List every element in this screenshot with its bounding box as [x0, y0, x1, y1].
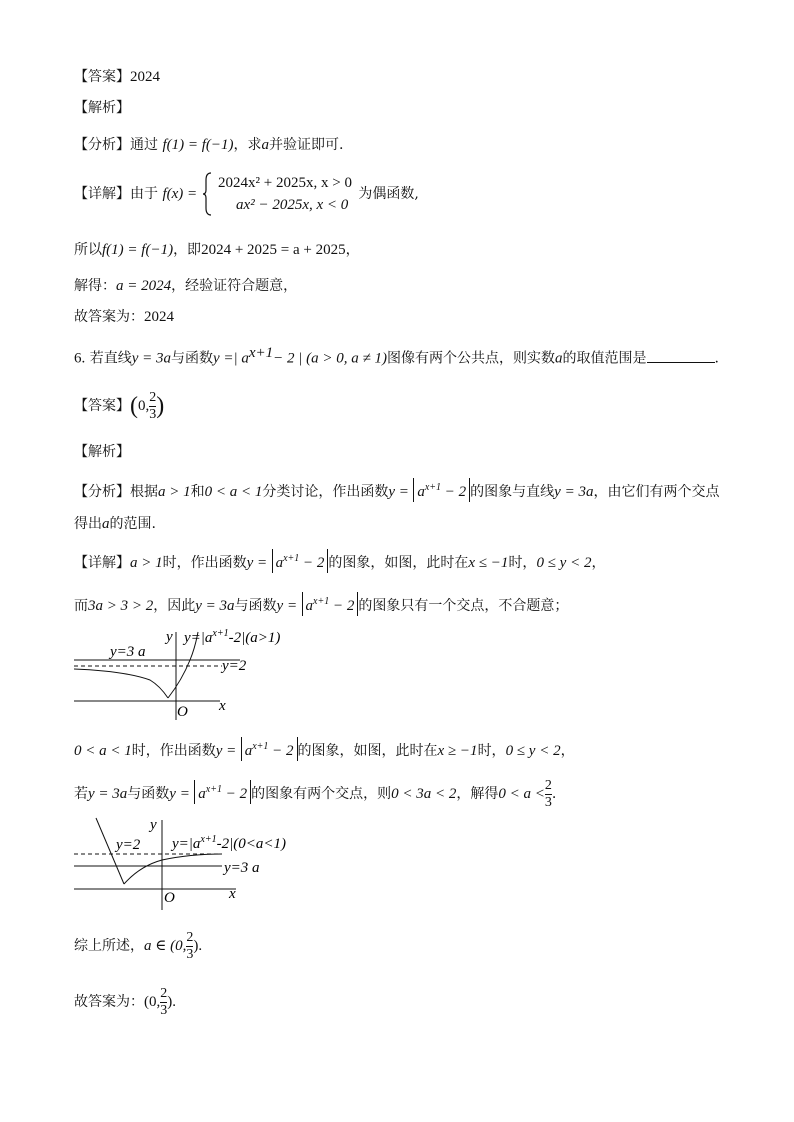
abs-rest: − 2 [272, 743, 294, 759]
piecewise-brace [202, 172, 212, 216]
detail-line-1 [74, 549, 605, 573]
answer-value: 2024 [130, 69, 160, 85]
fin-den: 3 [160, 1002, 168, 1018]
xiangjie-post: 为偶函数, [358, 186, 419, 202]
abs-exp: x+1 [424, 482, 442, 493]
final-line-2 [74, 984, 176, 1020]
d2-a: 而 [74, 598, 88, 614]
d3-a: 时，作出函数 [131, 743, 216, 759]
curve-right [124, 854, 222, 884]
origin-label: O [164, 890, 175, 906]
so-post: ， [345, 242, 360, 258]
fin-num: 2 [160, 985, 168, 1001]
d1-tag: 【详解】 [74, 555, 130, 571]
analysis-tag-2: 【解析】 [74, 444, 130, 460]
d4-fraction [545, 778, 552, 811]
q6-post: 图像有两个公共点，则实数 [387, 350, 556, 367]
d3-abs [241, 737, 298, 761]
fenxi2-tag: 【分析】 [74, 484, 130, 500]
fenxi-line-1 [74, 135, 343, 155]
answer-line-2 [74, 386, 164, 426]
d3-range: 0 ≤ y < 2 [505, 743, 561, 759]
d1-y: y = [246, 555, 268, 571]
origin-label: O [177, 704, 188, 720]
fenxi-line-2 [74, 478, 719, 502]
answer-blank [647, 348, 715, 363]
sum-close: ). [193, 938, 203, 954]
q6-eq2: y =| a [212, 350, 249, 367]
d1-d: ， [591, 555, 606, 571]
solve-post: ，经验证符合题意， [171, 278, 298, 294]
q6-exp: x+1 [248, 345, 274, 361]
abs-rest: − 2 [225, 786, 248, 802]
brace-icon [202, 172, 212, 216]
d2-ineq: 3a > 3 > 2 [88, 598, 154, 614]
d4-c: 的图象有两个交点，则 [251, 786, 392, 802]
abs-exp: x+1 [283, 553, 300, 564]
fenxi-post: 并验证即可. [269, 137, 344, 153]
d1-cond: a > 1 [130, 555, 163, 571]
q6-num: 6. [74, 350, 86, 367]
function-label: $y=|a^{x+1}-2|(a>1)$ [184, 628, 281, 646]
abs-rest: − 2 [332, 598, 355, 614]
q6-mid1: 与函数 [170, 350, 213, 367]
sum-a: 综上所述， [74, 938, 144, 954]
d3-y: y = [215, 743, 237, 759]
line-label: y=3 a [224, 860, 260, 876]
q6-post2: 的取值范围是 [562, 350, 647, 367]
fenxi2-b: 分类讨论，作出函数 [262, 484, 389, 500]
answer2-tag: 【答案】 [74, 398, 130, 414]
x-axis-label: x [229, 886, 236, 902]
d4-e: . [551, 786, 557, 802]
summary-line [74, 928, 202, 964]
d4-d: ，解得 [456, 786, 499, 802]
fenxi2-c: 的图象与直线 [470, 484, 555, 500]
case-2: ax² − 2025x, x < 0 [236, 197, 349, 213]
q6-eq1: y = 3a [131, 350, 171, 367]
abs-a: a [275, 555, 284, 571]
so-pre: 所以 [74, 242, 102, 258]
d4-den: 3 [544, 794, 552, 810]
fenxi-pre: 通过 [130, 137, 158, 153]
function-label: $y=|a^{x+1}-2|(0<a<1)$ [172, 834, 286, 852]
line-solve [74, 276, 297, 296]
d1-x: x ≤ −1 [468, 555, 509, 571]
d3-x: x ≥ −1 [437, 743, 478, 759]
answer2-close: ) [156, 393, 165, 419]
fenxi-var: a [261, 137, 270, 153]
fenxi2-abs [413, 478, 470, 502]
line-final-1 [74, 307, 174, 327]
abs-a: a [417, 484, 425, 500]
d1-abs [272, 549, 329, 573]
y-axis-label: y [166, 629, 173, 645]
fenxi-mid: ，求 [233, 137, 262, 153]
d2-b: ，因此 [153, 598, 196, 614]
asymptote-label: y=2 [116, 837, 141, 853]
fenxi2-a: 根据 [130, 484, 158, 500]
detail-line-2 [74, 592, 568, 616]
answer2-open: ( [130, 393, 138, 419]
final-pre: 故答案为： [74, 309, 144, 325]
d4-line: y = 3a [88, 786, 128, 802]
case-1: 2024x² + 2025x, x > 0 [218, 175, 352, 191]
fenxi2-d: ，由它们有两个交点 [593, 484, 720, 500]
fenxi2-var: a [102, 516, 110, 532]
d4-abs [194, 780, 251, 804]
d1-b: 的图象，如图，此时在 [328, 555, 469, 571]
fx-label: f(x) = [162, 186, 198, 202]
abs-exp: x+1 [205, 784, 222, 795]
abs-exp: x+1 [313, 596, 330, 607]
xiangjie-line-1 [74, 172, 419, 216]
abs-a: a [305, 598, 314, 614]
abs-rest: − 2 [303, 555, 325, 571]
sum-num: 2 [186, 929, 194, 945]
abs-rest: − 2 [444, 484, 467, 500]
d4-a: 若 [74, 786, 88, 802]
solve-eq: a = 2024 [116, 278, 172, 294]
line-so [74, 240, 360, 260]
fin-a: 故答案为： [74, 994, 144, 1010]
final-val: 2024 [144, 309, 174, 325]
detail-line-4 [74, 776, 556, 812]
graph-a-less-1 [70, 814, 330, 912]
answer2-den: 3 [149, 406, 157, 422]
d3-c: 时， [477, 743, 506, 759]
q6-eq2b: − 2 | (a > 0, a ≠ 1) [273, 350, 388, 367]
solve-pre: 解得： [74, 278, 116, 294]
fin-close: ). [167, 994, 176, 1010]
abs-a: a [198, 786, 206, 802]
curve-left [74, 669, 168, 698]
fenxi-eq: f(1) = f(−1) [162, 137, 234, 153]
y-axis-label: y [150, 817, 157, 833]
d1-range: 0 ≤ y < 2 [536, 555, 592, 571]
answer2-num: 2 [149, 389, 157, 405]
d3-b: 的图象，如图，此时在 [297, 743, 438, 759]
fenxi2-and: 和 [190, 484, 205, 500]
fenxi2-c1: a > 1 [158, 484, 191, 500]
question-6 [74, 343, 719, 369]
fenxi-line-2b [74, 514, 156, 534]
fenxi2-line: y = 3a [554, 484, 594, 500]
so-eq: f(1) = f(−1) [102, 242, 174, 258]
fenxi2-c2: 0 < a < 1 [204, 484, 263, 500]
graph-a-greater-1 [70, 624, 340, 724]
x-axis-label: x [219, 698, 226, 714]
d2-c: 与函数 [234, 598, 277, 614]
d4-b: 与函数 [127, 786, 170, 802]
q6-end: . [714, 350, 719, 367]
detail-line-3 [74, 737, 575, 761]
d2-y: y = [276, 598, 298, 614]
d4-res: 0 < a < [498, 786, 545, 802]
fenxi2-e: 得出 [74, 516, 102, 532]
abs-a: a [244, 743, 253, 759]
analysis-tag-1: 【解析】 [74, 100, 130, 116]
d1-a: 时，作出函数 [162, 555, 247, 571]
fenxi-tag: 【分析】 [74, 137, 130, 153]
answer-tag: 【答案】 [74, 69, 130, 85]
xiangjie-pre: 由于 [130, 186, 158, 202]
d2-abs [302, 592, 359, 616]
sum-set: a ∈ (0, [144, 938, 187, 954]
piecewise-cases [218, 172, 352, 216]
line-label: y=3 a [110, 644, 146, 660]
sum-den: 3 [186, 946, 194, 962]
d4-ineq: 0 < 3a < 2 [391, 786, 457, 802]
asymptote-label: y=2 [222, 658, 247, 674]
d2-d: 的图象只有一个交点，不合题意； [358, 598, 569, 614]
q6-pre: 若直线 [89, 350, 132, 367]
answer-line-1 [74, 67, 160, 87]
d3-d: ， [560, 743, 575, 759]
fenxi2-y: y = [388, 484, 409, 500]
xiangjie-tag: 【详解】 [74, 186, 130, 202]
fin-open: (0, [144, 994, 161, 1010]
d4-y: y = [169, 786, 190, 802]
abs-exp: x+1 [252, 741, 269, 752]
so-mid: ，即 [173, 242, 202, 258]
d4-num: 2 [544, 777, 552, 793]
q6-var: a [555, 350, 563, 367]
d2-line: y = 3a [195, 598, 235, 614]
d1-c: 时， [508, 555, 537, 571]
d3-cond: 0 < a < 1 [74, 743, 132, 759]
answer2-zero: 0, [138, 398, 150, 414]
so-eq2: 2024 + 2025 = a + 2025 [201, 242, 346, 258]
fenxi2-f: 的范围. [109, 516, 156, 532]
